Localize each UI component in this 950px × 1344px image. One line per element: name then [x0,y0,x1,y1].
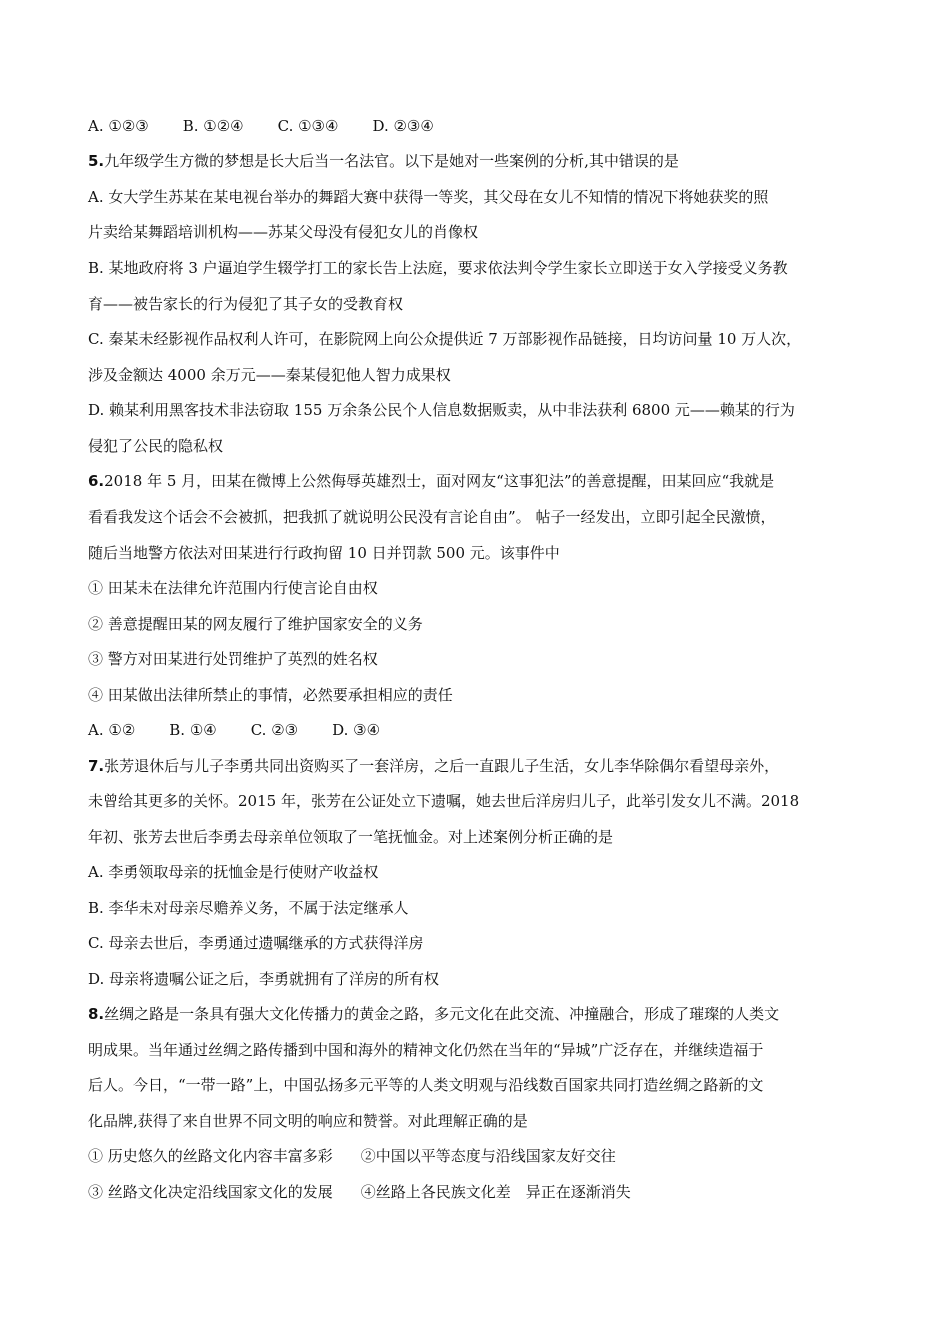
q6-number: 6. [88,472,105,490]
q5-option-c-line1: C. 秦某未经影视作品权利人许可，在影院网上向公众提供近 7 万部影视作品链接，日均访问量 10 万人次， [88,330,802,348]
q7-option-a: A. 李勇领取母亲的抚恤金是行使财产收益权 [88,863,379,881]
q5-option-a-line1: A. 女大学生苏某在某电视台举办的舞蹈大赛中获得一等奖，其父母在女儿不知情的情况下将她获奖的照 [88,188,769,206]
q4-option-c: C. ①③④ [277,117,339,135]
q6-options [88,720,380,740]
q7-option-b: B. 李华未对母亲尽赡养义务，不属于法定继承人 [88,899,409,917]
q8-statement-4: ④丝路上各民族文化差 异正在逐渐消失 [360,1183,631,1201]
q5-option-a-line2: 片卖给某舞蹈培训机构——苏某父母没有侵犯女儿的肖像权 [88,223,479,241]
q8-statements-row1 [88,1146,616,1166]
q4-option-d: D. ②③④ [372,117,434,135]
q6-option-b: B. ①④ [169,721,217,739]
q6-option-a: A. ①② [88,721,136,739]
q8-number: 8. [88,1005,105,1023]
q8-statement-2: ②中国以平等态度与沿线国家友好交往 [360,1147,616,1165]
q5-option-c-line2: 涉及金额达 4000 余万元——秦某侵犯他人智力成果权 [88,366,451,384]
q6-option-c: C. ②③ [250,721,299,739]
q7-stem-text-1: 张芳退休后与儿子李勇共同出资购买了一套洋房，之后一直跟儿子生活，女儿李华除偶尔看望母亲外， [104,757,780,775]
q5-option-d-line2: 侵犯了公民的隐私权 [88,437,224,455]
q5-stem-text: 九年级学生方微的梦想是长大后当一名法官。以下是她对一些案例的分析,其中错误的是 [104,152,679,170]
q4-options [88,116,434,136]
q7-stem-line1 [88,756,779,776]
q6-statement-3: ③ 警方对田某进行处罚维护了英烈的姓名权 [88,650,378,668]
q6-option-d: D. ③④ [332,721,381,739]
q6-stem-line1 [88,471,774,491]
q8-stem-text-1: 丝绸之路是一条具有强大文化传播力的黄金之路，多元文化在此交流、冲撞融合，形成了璀璨的人类文 [104,1005,780,1023]
q7-number: 7. [88,757,105,775]
q8-statement-1: ① 历史悠久的丝路文化内容丰富多彩 [88,1147,333,1165]
q7-stem-line2: 未曾给其更多的关怀。2015 年，张芳在公证处立下遗嘱，她去世后洋房归儿子，此举引发女儿不满。2018 [88,792,800,810]
q6-statement-1: ① 田某未在法律允许范围内行使言论自由权 [88,579,378,597]
q7-option-c: C. 母亲去世后，李勇通过遗嘱继承的方式获得洋房 [88,934,424,952]
q5-option-b-line2: 育——被告家长的行为侵犯了其子女的受教育权 [88,295,404,313]
q8-stem-line1 [88,1004,779,1024]
q4-option-a: A. ①②③ [88,117,149,135]
q6-statement-4: ④ 田某做出法律所禁止的事情，必然要承担相应的责任 [88,686,453,704]
q6-stem-line2: 看看我发这个话会不会被抓，把我抓了就说明公民没有言论自由”。 帖子一经发出，立即引起全民激愤， [88,508,776,526]
q5-option-b-line1: B. 某地政府将 3 户逼迫学生辍学打工的家长告上法庭，要求依法判令学生家长立即送于女入学接受义务教 [88,259,788,277]
q5-stem [88,151,679,171]
q4-option-b: B. ①②④ [182,117,244,135]
q8-statement-3: ③ 丝路文化决定沿线国家文化的发展 [88,1183,333,1201]
q8-statements-row2 [88,1182,631,1202]
q7-option-d: D. 母亲将遗嘱公证之后，李勇就拥有了洋房的所有权 [88,970,440,988]
q6-statement-2: ② 善意提醒田某的网友履行了维护国家安全的义务 [88,615,423,633]
q6-stem-line3: 随后当地警方依法对田某进行行政拘留 10 日并罚款 500 元。该事件中 [88,544,560,562]
q5-option-d-line1: D. 赖某利用黑客技术非法窃取 155 万余条公民个人信息数据贩卖，从中非法获利 6800 元——赖某的行为 [88,401,795,419]
q8-stem-line4: 化品牌,获得了来自世界不同文明的响应和赞誉。对此理解正确的是 [88,1112,528,1130]
q6-stem-text-1: 2018 年 5 月，田某在微博上公然侮辱英雄烈士，面对网友“这事犯法”的善意提醒，田某回应“我就是 [104,472,775,490]
q8-stem-line3: 后人。今日，“一带一路”上，中国弘扬多元平等的人类文明观与沿线数百国家共同打造丝绸之路新的文 [88,1076,764,1094]
q8-stem-line2: 明成果。当年通过丝绸之路传播到中国和海外的精神文化仍然在当年的“异城”广泛存在，并继续造福于 [88,1041,764,1059]
q5-number: 5. [88,152,105,170]
q7-stem-line3: 年初、张芳去世后李勇去母亲单位领取了一笔抚恤金。对上述案例分析正确的是 [88,828,614,846]
